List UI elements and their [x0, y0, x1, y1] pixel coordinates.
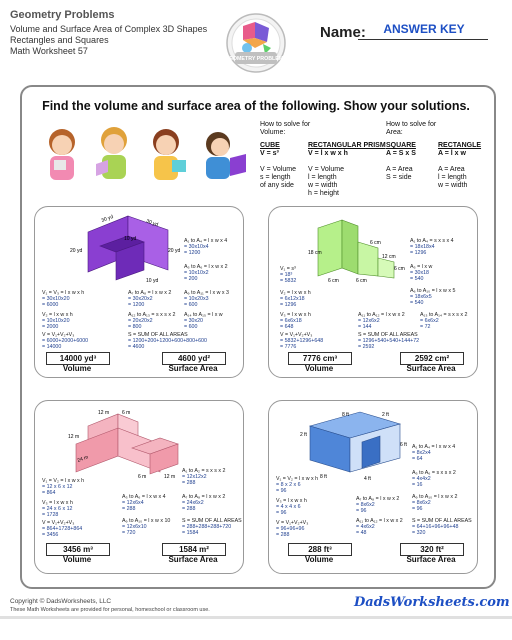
cube-legend-2: s = length [260, 174, 291, 181]
kid-4 [206, 132, 246, 179]
p4-line-1: V₁ = V₂ = l x w x h = 8 x 2 x 6 = 96 [276, 476, 319, 494]
dim-2-5: 6 cm [356, 278, 367, 284]
dim-4-1: 8 ft [342, 412, 349, 418]
problem-1-shape [68, 212, 181, 288]
rect-legend-3: w = width [308, 182, 338, 189]
instructions: Find the volume and surface area of the following. Show your solutions. [42, 99, 470, 113]
square-legend-1: A = Area [386, 166, 413, 173]
howto-volume-title: How to solve for Volume: [260, 121, 311, 136]
p1-line-7: A₁₄ to A₁₅ = l x w = 30x20 = 600 [184, 312, 223, 330]
dim-4-3: 2 ft [300, 432, 307, 438]
dim-2-1: 6 cm [370, 240, 381, 246]
p4-line-6: V = V₁+V₂+V₃ = 96+96+96 = 288 [276, 520, 309, 538]
p4-line-2: A₅ to A₆ = s x s x 2 = 4x4x2 = 16 [412, 470, 456, 488]
dim-1-3: 10 yd [124, 236, 137, 242]
p2-line-5: V₃ = l x w x h = 6x6x18 = 648 [280, 312, 311, 330]
p1-line-4: A₉ to A₁₁ = l x w x 3 = 10x20x3 = 600 [184, 290, 229, 308]
dim-3-1: 12 m [98, 410, 110, 416]
p1-volume-answer: 14000 yd³ [46, 352, 110, 365]
p2-volume-answer: 7776 cm³ [288, 352, 352, 365]
problem-4-shape [300, 406, 412, 482]
problem-3-shape [68, 404, 188, 482]
footer-note: These Math Worksheets are provided for personal, homeschool or classroom use. [10, 607, 210, 613]
p2-volume-label: Volume [304, 364, 334, 373]
dim-1-2: 20 yd [70, 248, 83, 254]
dim-2-6: 6 cm [328, 278, 339, 284]
p4-line-4: A₇ to A₈ = l x w x 2 = 8x6x2 = 96 [356, 496, 400, 514]
dim-4-4: 4 ft [364, 476, 371, 482]
dim-3-3: 12 m [68, 434, 80, 440]
logo-text: GEOMETRY PROBLEMS [225, 56, 287, 62]
p2-line-1: A₅ = l x w = 30x18 = 540 [410, 264, 433, 282]
rectangle-head: RECTANGLE [438, 142, 482, 149]
cube-formula: V = s³ [260, 150, 279, 157]
square-legend-2: S = side [386, 174, 412, 181]
p3-line-7: V = V₁+V₂+V₃ = 864+1728+864 = 3456 [42, 520, 83, 538]
p4-volume-label: Volume [304, 555, 334, 564]
p2-line-4: V₂ = l x w x h = 6x12x18 = 1296 [280, 290, 311, 308]
kid-1 [49, 129, 75, 180]
p3-area-answer: 1584 m² [162, 543, 226, 556]
p3-line-2: A₃ to A₆ = l x w x 4 = 12x6x4 = 288 [122, 494, 166, 512]
p3-area-label: Surface Area [168, 555, 218, 564]
dim-3-6: 6 m [138, 474, 147, 480]
p2-area-label: Surface Area [406, 364, 456, 373]
footer-logo[interactable]: DadsWorksheets.com [354, 595, 510, 610]
worksheet-title: Geometry Problems [10, 9, 115, 21]
dim-3-2: 6 m [122, 410, 131, 416]
geometry-logo [225, 12, 287, 74]
footer-bar [0, 616, 512, 619]
name-line [358, 39, 488, 40]
p1-line-0: A₁ to A₄ = l x w x 4 = 30x10x4 = 1200 [184, 238, 228, 256]
cube-legend-3: of any side [260, 182, 294, 189]
p2-line-7: A₁₃ to A₁₄ = s x s x 2 = 6x6x2 = 72 [420, 312, 468, 330]
p1-volume-label: Volume [62, 364, 92, 373]
dim-2-3: 18 cm [308, 250, 322, 256]
p1-area-answer: 4600 yd² [162, 352, 226, 365]
problem-2-shape [308, 214, 408, 284]
p2-area-answer: 2592 cm² [400, 352, 464, 365]
square-formula: A = S x S [386, 150, 416, 157]
kid-3 [153, 129, 186, 180]
dim-4-2: 2 ft [382, 412, 389, 418]
worksheet-number: Math Worksheet 57 [10, 46, 88, 56]
p4-volume-answer: 288 ft³ [288, 543, 352, 556]
rectangle-formula: A = l x w [438, 150, 466, 157]
p3-line-1: V₁ = V₂ = l x w x h = 12 x 6 x 12 = 864 [42, 478, 85, 496]
p3-volume-answer: 3456 m³ [46, 543, 110, 556]
rect-prism-head: RECTANGULAR PRISM [308, 142, 386, 149]
footer-copyright: Copyright © DadsWorksheets, LLC [10, 598, 112, 605]
dim-1-5: 10 yd [146, 278, 159, 284]
square-head: SQUARE [386, 142, 416, 149]
dim-1-6: 20 yd [168, 248, 181, 254]
howto-area-title: How to solve for Area: [386, 121, 437, 136]
rectangle-legend-2: l = length [438, 174, 467, 181]
worksheet-subtitle: Volume and Surface Area of Complex 3D Shapes [10, 24, 208, 34]
dim-4-6: 8 ft [320, 474, 327, 480]
p3-volume-label: Volume [62, 555, 92, 564]
rect-legend-4: h = height [308, 190, 339, 197]
p2-line-0: A₁ to A₄ = s x s x 4 = 18x18x4 = 1296 [410, 238, 454, 256]
dim-3-4: 24 m [76, 454, 90, 464]
kids-illustration [40, 120, 250, 190]
p2-line-9: S = SUM OF ALL AREAS = 1296+540+540+144+72 = 2592 [358, 332, 420, 350]
p3-line-3: A₇ to A₈ = l x w x 2 = 24x6x2 = 288 [182, 494, 226, 512]
p1-line-9: S = SUM OF ALL AREAS = 1200+200+1200+600+800+600 = 4600 [128, 332, 207, 350]
dim-4-5: 6 ft [400, 442, 407, 448]
dim-3-5: 12 m [164, 474, 176, 480]
cube-head: CUBE [260, 142, 280, 149]
p1-line-6: A₁₂ to A₁₃ = s x s x 2 = 20x20x2 = 800 [128, 312, 176, 330]
p4-line-0: A₁ to A₄ = l x w x 4 = 8x2x4 = 64 [412, 444, 456, 462]
p1-area-label: Surface Area [168, 364, 218, 373]
p4-line-8: S = SUM OF ALL AREAS = 64+16+96+96+48 = 320 [412, 518, 472, 536]
p1-line-8: V = V₁+V₂+V₃ = 6000+2000+6000 = 14000 [42, 332, 89, 350]
p1-line-2: V₁ = V₃ = l x w x h = 30x10x20 = 6000 [42, 290, 85, 308]
p2-line-2: V₁ = s³ = 18³ = 5832 [280, 266, 297, 284]
dim-1-1: 30 yd [100, 214, 115, 224]
rect-prism-formula: V = l x w x h [308, 150, 348, 157]
p4-area-label: Surface Area [406, 555, 456, 564]
worksheet-topic: Rectangles and Squares [10, 35, 109, 45]
p4-line-3: V₃ = l x w x h = 4 x 4 x 6 = 96 [276, 498, 307, 516]
p3-line-5: A₉ to A₁₀ = l x w x 10 = 12x6x10 = 720 [122, 518, 171, 536]
cube-legend-1: V = Volume [260, 166, 296, 173]
p3-line-6: S = SUM OF ALL AREAS = 288+288+288+720 = 1584 [182, 518, 242, 536]
rect-legend-1: V = Volume [308, 166, 344, 173]
p4-area-answer: 320 ft² [400, 543, 464, 556]
p1-line-1: A₅ to A₆ = l x w x 2 = 10x10x2 = 200 [184, 264, 228, 282]
p2-line-3: A₆ to A₁₀ = l x w x 5 = 18x6x5 = 540 [410, 288, 456, 306]
dim-2-2: 12 cm [382, 254, 396, 260]
p4-line-5: A₉ to A₁₀ = l x w x 2 = 8x6x2 = 96 [412, 494, 458, 512]
name-label: Name: [320, 24, 366, 41]
p1-line-5: V₂ = l x w x h = 10x10x20 = 2000 [42, 312, 73, 330]
p2-line-6: A₁₁ to A₁₂ = l x w x 2 = 12x6x2 = 144 [358, 312, 405, 330]
dim-1-4: 30 yd [145, 218, 159, 229]
rectangle-legend-1: A = Area [438, 166, 465, 173]
dim-2-4: 6 cm [394, 266, 405, 272]
p2-line-8: V = V₁+V₂+V₃ = 5832+1296+648 = 7776 [280, 332, 324, 350]
rect-legend-2: l = length [308, 174, 337, 181]
answer-key: ANSWER KEY [383, 22, 465, 36]
p3-line-4: V₃ = l x w x h = 24 x 6 x 12 = 1728 [42, 500, 73, 518]
p4-line-7: A₁₁ to A₁₂ = l x w x 2 = 4x6x2 = 48 [356, 518, 403, 536]
p3-line-0: A₁ to A₂ = s x s x 2 = 12x12x2 = 288 [182, 468, 226, 486]
p1-line-3: A₇ to A₈ = l x w x 2 = 30x20x2 = 1200 [128, 290, 172, 308]
kid-2 [96, 127, 127, 179]
rectangle-legend-3: w = width [438, 182, 468, 189]
